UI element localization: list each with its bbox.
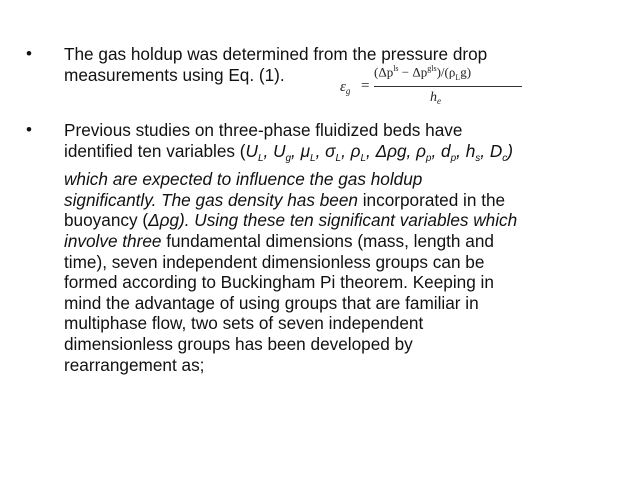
bullet-dot: • (26, 44, 32, 63)
bullet-2-line-6: involve three fundamental dimensions (mass, length and (64, 230, 494, 251)
equation-denominator: $h_e$ (430, 90, 441, 106)
bullet-2-line-1: Previous studies on three-phase fluidized beds have (64, 120, 463, 140)
equation-numerator: $(\Delta p^{ls} - \Delta p^{gls})/(\rho_Lg)$ (374, 64, 472, 82)
bullet-dot: • (26, 120, 32, 139)
equation-lhs: $\varepsilon_g$ (340, 79, 351, 96)
bullet-2-line-3: which are expected to influence the gas holdup (64, 169, 423, 190)
bullet-2-rest: time), seven independent dimensionless groups can be formed according to Buckingham Pi theorem. Keeping in mind the advantage of using groups that are familiar in multiphase flow, two sets of seven independent dimensionless groups has been developed by rearrangement as; (64, 251, 494, 375)
bullet-2-line-5: buoyancy (Δρg). Using these ten significant variables which (64, 210, 518, 231)
bullet-1-text: The gas holdup was determined from the pressure drop measurements using Eq. (1). (64, 44, 488, 85)
bullet-2-line-2: identified ten variables ($U_L$, $U_g$, $\mu_L$, $\sigma_L$, $\rho_L$, Δρg, $\rho_p$, $d_p$, $h_s$, $D_c$) (64, 140, 513, 164)
equation-1 (340, 62, 530, 114)
bullet-2-text (64, 120, 609, 375)
fraction-bar (374, 86, 522, 87)
bullet-2-line-4: significantly. The gas density has been incorporated in the (64, 189, 506, 210)
equation-equals: = (361, 78, 370, 94)
